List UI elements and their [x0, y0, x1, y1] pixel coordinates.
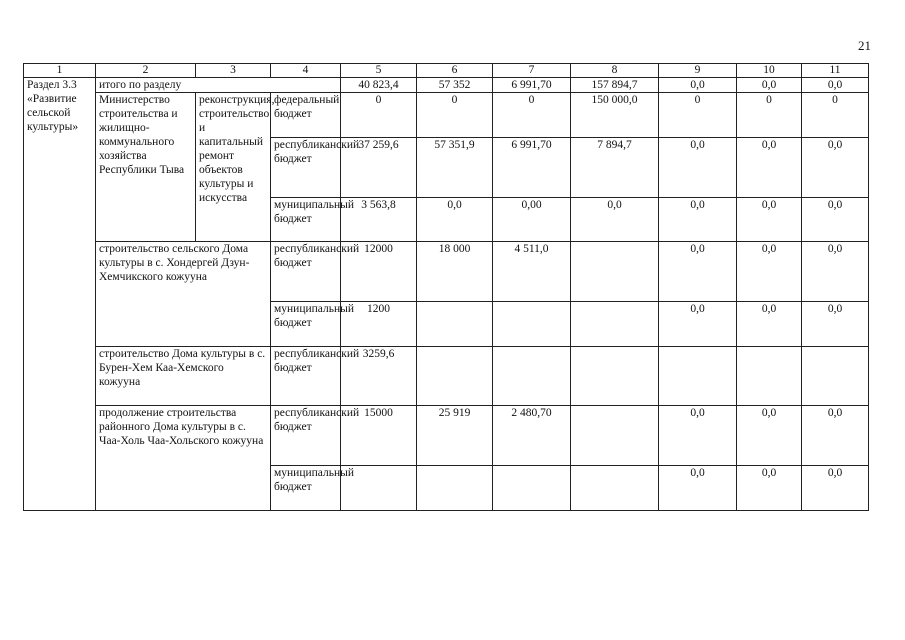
- value-cell: 0,0: [659, 406, 737, 466]
- total-value: 0,0: [737, 78, 802, 93]
- value-cell: 18 000: [417, 242, 493, 302]
- value-cell: [659, 347, 737, 406]
- value-cell: 0: [341, 93, 417, 138]
- header-cell: 11: [802, 64, 869, 78]
- header-cell: 8: [571, 64, 659, 78]
- value-cell: [493, 466, 571, 511]
- header-cell: 5: [341, 64, 417, 78]
- value-cell: 0,0: [571, 198, 659, 242]
- budget-cell: федеральный бюджет: [271, 93, 341, 138]
- total-value: 57 352: [417, 78, 493, 93]
- total-value: 0,0: [802, 78, 869, 93]
- header-row: [24, 64, 869, 78]
- header-cell: 1: [24, 64, 96, 78]
- value-cell: 0: [737, 93, 802, 138]
- value-cell: 0,0: [659, 198, 737, 242]
- header-cell: 2: [96, 64, 196, 78]
- value-cell: 57 351,9: [417, 138, 493, 198]
- header-cell: 10: [737, 64, 802, 78]
- value-cell: 0,0: [737, 242, 802, 302]
- value-cell: 0,0: [659, 138, 737, 198]
- table-row: [24, 242, 869, 302]
- value-cell: 0: [417, 93, 493, 138]
- value-cell: 4 511,0: [493, 242, 571, 302]
- value-cell: 0,0: [802, 406, 869, 466]
- value-cell: [571, 347, 659, 406]
- value-cell: 0,00: [493, 198, 571, 242]
- value-cell: 12000: [341, 242, 417, 302]
- executor-cell: Министерство строительства и жилищно-коммунального хозяйства Республики Тыва: [96, 93, 196, 242]
- value-cell: [417, 347, 493, 406]
- object-name-cell: строительство сельского Дома культуры в с. Хондергей Дзун-Хемчикского кожууна: [96, 242, 271, 347]
- direction-cell: реконструкция, строительство и капитальный ремонт объектов культуры и искусства: [196, 93, 271, 242]
- value-cell: 3259,6: [341, 347, 417, 406]
- value-cell: 0,0: [417, 198, 493, 242]
- value-cell: [802, 347, 869, 406]
- budget-cell: муниципальный бюджет: [271, 466, 341, 511]
- object-name-cell: строительство Дома культуры в с. Бурен-Хем Каа-Хемского кожууна: [96, 347, 271, 406]
- value-cell: 0,0: [737, 302, 802, 347]
- value-cell: [417, 302, 493, 347]
- value-cell: 0,0: [659, 466, 737, 511]
- value-cell: 0,0: [737, 406, 802, 466]
- budget-cell: муниципальный бюджет: [271, 302, 341, 347]
- value-cell: 0,0: [659, 242, 737, 302]
- value-cell: 0,0: [737, 198, 802, 242]
- header-cell: 7: [493, 64, 571, 78]
- value-cell: 0: [802, 93, 869, 138]
- value-cell: 0,0: [802, 198, 869, 242]
- value-cell: [737, 347, 802, 406]
- total-row: [24, 78, 869, 93]
- value-cell: [493, 347, 571, 406]
- total-value: 157 894,7: [571, 78, 659, 93]
- value-cell: [571, 302, 659, 347]
- value-cell: 0,0: [737, 138, 802, 198]
- value-cell: [571, 466, 659, 511]
- page-number: 21: [858, 38, 871, 53]
- value-cell: 0,0: [802, 242, 869, 302]
- object-name-cell: продолжение строительства районного Дома культуры в с. Чаа-Холь Чаа-Хольского кожууна: [96, 406, 271, 511]
- table-row: [24, 347, 869, 406]
- value-cell: 1200: [341, 302, 417, 347]
- section-name: Раздел 3.3 «Развитие сельской культуры»: [24, 78, 96, 511]
- value-cell: 25 919: [417, 406, 493, 466]
- value-cell: 0,0: [802, 138, 869, 198]
- header-cell: 6: [417, 64, 493, 78]
- total-label: итого по разделу: [96, 78, 341, 93]
- value-cell: 15000: [341, 406, 417, 466]
- value-cell: 3 563,8: [341, 198, 417, 242]
- header-cell: 4: [271, 64, 341, 78]
- value-cell: 0,0: [802, 302, 869, 347]
- value-cell: [571, 242, 659, 302]
- budget-cell: республиканский бюджет: [271, 406, 341, 466]
- value-cell: 37 259,6: [341, 138, 417, 198]
- header-cell: 9: [659, 64, 737, 78]
- table-row: [24, 406, 869, 466]
- value-cell: [493, 302, 571, 347]
- value-cell: 0: [493, 93, 571, 138]
- value-cell: 0,0: [737, 466, 802, 511]
- value-cell: 6 991,70: [493, 138, 571, 198]
- table-row: [24, 93, 869, 138]
- total-value: 6 991,70: [493, 78, 571, 93]
- budget-cell: республиканский бюджет: [271, 347, 341, 406]
- total-value: 0,0: [659, 78, 737, 93]
- value-cell: 150 000,0: [571, 93, 659, 138]
- header-cell: 3: [196, 64, 271, 78]
- total-value: 40 823,4: [341, 78, 417, 93]
- budget-table: [23, 63, 869, 511]
- value-cell: [571, 406, 659, 466]
- budget-cell: республиканский бюджет: [271, 242, 341, 302]
- value-cell: 0,0: [659, 302, 737, 347]
- value-cell: 7 894,7: [571, 138, 659, 198]
- budget-cell: республиканский бюджет: [271, 138, 341, 198]
- value-cell: 0,0: [802, 466, 869, 511]
- budget-cell: муниципальный бюджет: [271, 198, 341, 242]
- value-cell: [417, 466, 493, 511]
- value-cell: 2 480,70: [493, 406, 571, 466]
- value-cell: 0: [659, 93, 737, 138]
